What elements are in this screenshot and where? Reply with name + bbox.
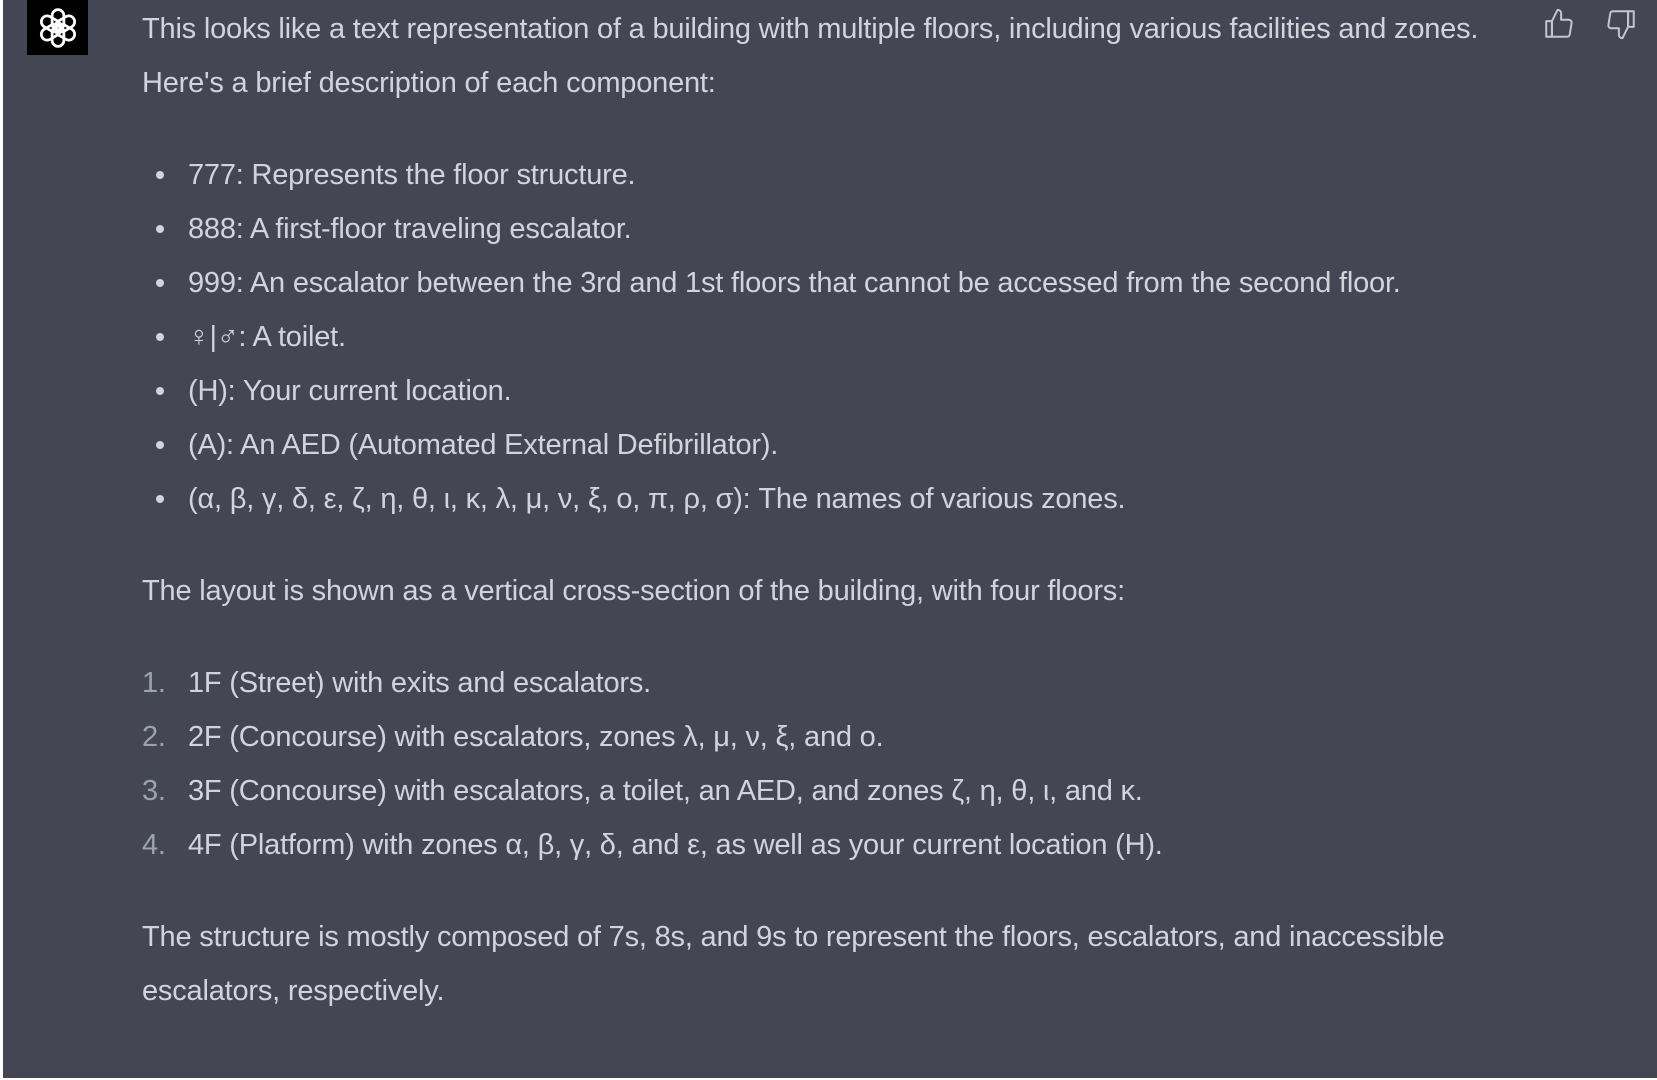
thumbs-up-button[interactable]	[1539, 4, 1579, 44]
feedback-buttons	[1539, 4, 1641, 44]
list-number: 1.	[142, 667, 166, 699]
list-text: 2F (Concourse) with escalators, zones λ, μ, ν, ξ, and ο.	[188, 721, 884, 753]
openai-logo-icon	[36, 6, 80, 50]
list-item: (α, β, γ, δ, ε, ζ, η, θ, ι, κ, λ, μ, ν, ξ, ο, π, ρ, σ): The names of various zones.	[142, 472, 1482, 526]
list-item	[142, 764, 1482, 818]
list-text: 4F (Platform) with zones α, β, γ, δ, and ε, as well as your current location (H).	[188, 829, 1163, 861]
list-item	[142, 710, 1482, 764]
list-item: 888: A first-floor traveling escalator.	[142, 202, 1482, 256]
floor-list	[142, 656, 1482, 872]
list-text: 1F (Street) with exits and escalators.	[188, 667, 652, 699]
thumbs-down-icon	[1604, 7, 1638, 41]
list-item: (H): Your current location.	[142, 364, 1482, 418]
list-number: 4.	[142, 829, 166, 861]
layout-paragraph: The layout is shown as a vertical cross-section of the building, with four floors:	[142, 575, 1125, 607]
list-item	[142, 656, 1482, 710]
list-text: 3F (Concourse) with escalators, a toilet, an AED, and zones ζ, η, θ, ι, and κ.	[188, 775, 1143, 807]
list-item: 999: An escalator between the 3rd and 1st floors that cannot be accessed from the second floor.	[142, 256, 1482, 310]
assistant-message	[3, 0, 1657, 1078]
conclusion-paragraph: The structure is mostly composed of 7s, 8s, and 9s to represent the floors, escalators, and inaccessible escalators, respectively.	[142, 921, 1445, 1007]
list-number: 2.	[142, 721, 166, 753]
list-item: ♀|♂: A toilet.	[142, 310, 1482, 364]
component-list	[142, 148, 1482, 526]
list-item: 777: Represents the floor structure.	[142, 148, 1482, 202]
message-content	[142, 2, 1482, 1018]
list-item: (A): An AED (Automated External Defibrillator).	[142, 418, 1482, 472]
thumbs-up-icon	[1542, 7, 1576, 41]
intro-paragraph: This looks like a text representation of a building with multiple floors, including various facilities and zones. Here's a brief description of each component:	[142, 13, 1479, 99]
thumbs-down-button[interactable]	[1601, 4, 1641, 44]
assistant-avatar	[27, 0, 88, 55]
list-number: 3.	[142, 775, 166, 807]
list-item	[142, 818, 1482, 872]
